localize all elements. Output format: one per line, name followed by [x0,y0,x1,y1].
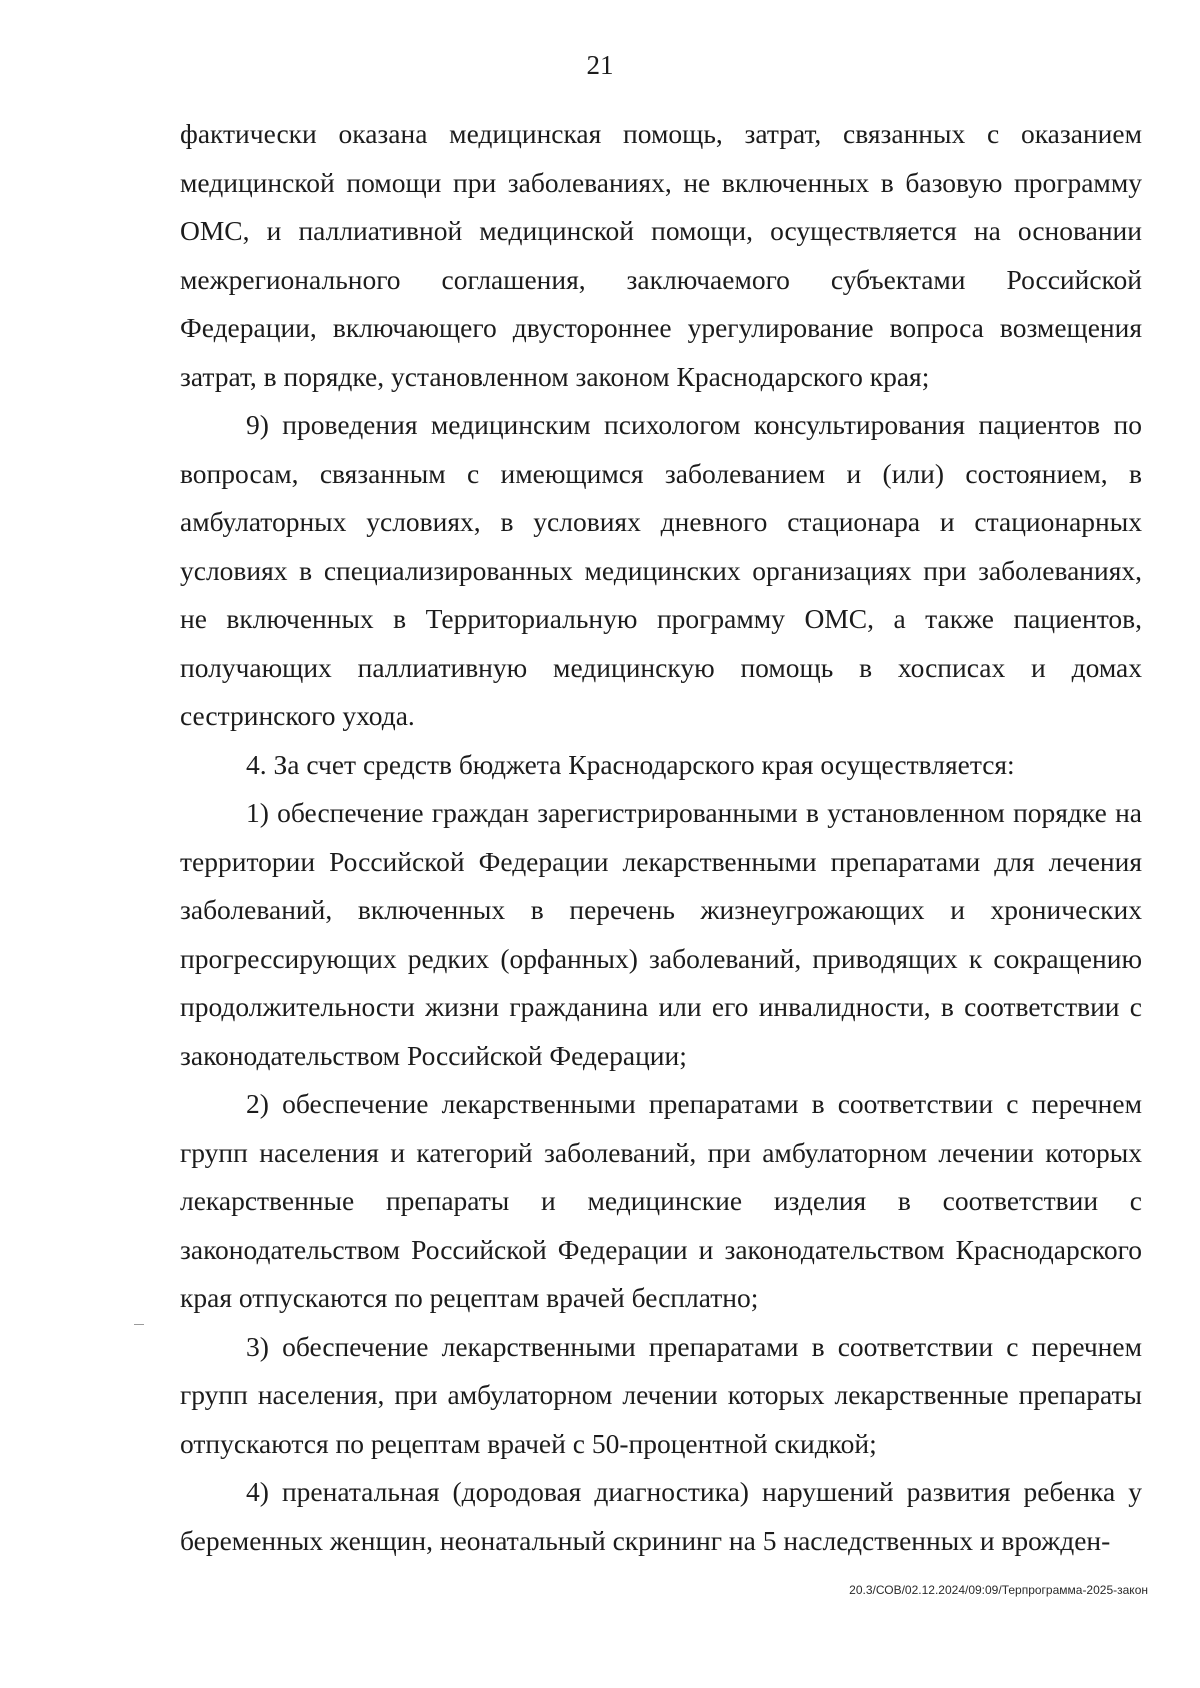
footer-document-code: 20.3/СОВ/02.12.2024/09:09/Терпрограмма-2025-закон [849,1583,1148,1597]
paragraph-continuation: фактически оказана медицинская помощь, затрат, связанных с оказанием медицинской помощи при заболеваниях, не включенных в базовую программу ОМС, и паллиативной медицинской помощи, осуществляется на основании межрегионального соглашения, заключаемого субъектами Российской Федерации, включающего двустороннее урегулирование вопроса возмещения затрат, в порядке, установленном законом Краснодарского края; [180,118,1142,392]
paragraph-item-1: 1) обеспечение граждан зарегистрированными в установленном порядке на территории Российской Федерации лекарственными препаратами для лечения заболеваний, включенных в перечень жизнеугрожающих и хронических прогрессирующих редких (орфанных) заболеваний, приводящих к сокращению продолжительности жизни гражданина или его инвалидности, в соответствии с законодательством Российской Федерации; [180,797,1142,1071]
page-number: 21 [586,50,614,80]
paragraph-item-2: 2) обеспечение лекарственными препаратами в соответствии с перечнем групп населения и категорий заболеваний, при амбулаторном лечении которых лекарственные препараты и медицинские изделия в соответствии с законодательством Российской Федерации и законодательством Краснодарского края отпускаются по рецептам врачей бесплатно; [180,1088,1142,1313]
paragraph-item-3: 3) обеспечение лекарственными препаратами в соответствии с перечнем групп населения, при амбулаторном лечении которых лекарственные препараты отпускаются по рецептам врачей с 50-процентной скидкой; [180,1330,1142,1459]
paragraph-section-4: 4. За счет средств бюджета Краснодарского края осуществляется: [246,748,1015,780]
document-body [180,110,1142,1565]
scan-artifact [134,1324,144,1325]
paragraph-item-9: 9) проведения медицинским психологом консультирования пациентов по вопросам, связанным с имеющимся заболеванием и (или) состоянием, в амбулаторных условиях, в условиях дневного стационара и стационарных условиях в специализированных медицинских организациях при заболеваниях, не включенных в Территориальную программу ОМС, а также пациентов, получающих паллиативную медицинскую помощь в хосписах и домах сестринского ухода. [180,409,1142,731]
paragraph-item-4: 4) пренатальная (дородовая диагностика) нарушений развития ребенка у беременных женщин, неонатальный скрининг на 5 наследственных и врожден- [180,1476,1142,1556]
